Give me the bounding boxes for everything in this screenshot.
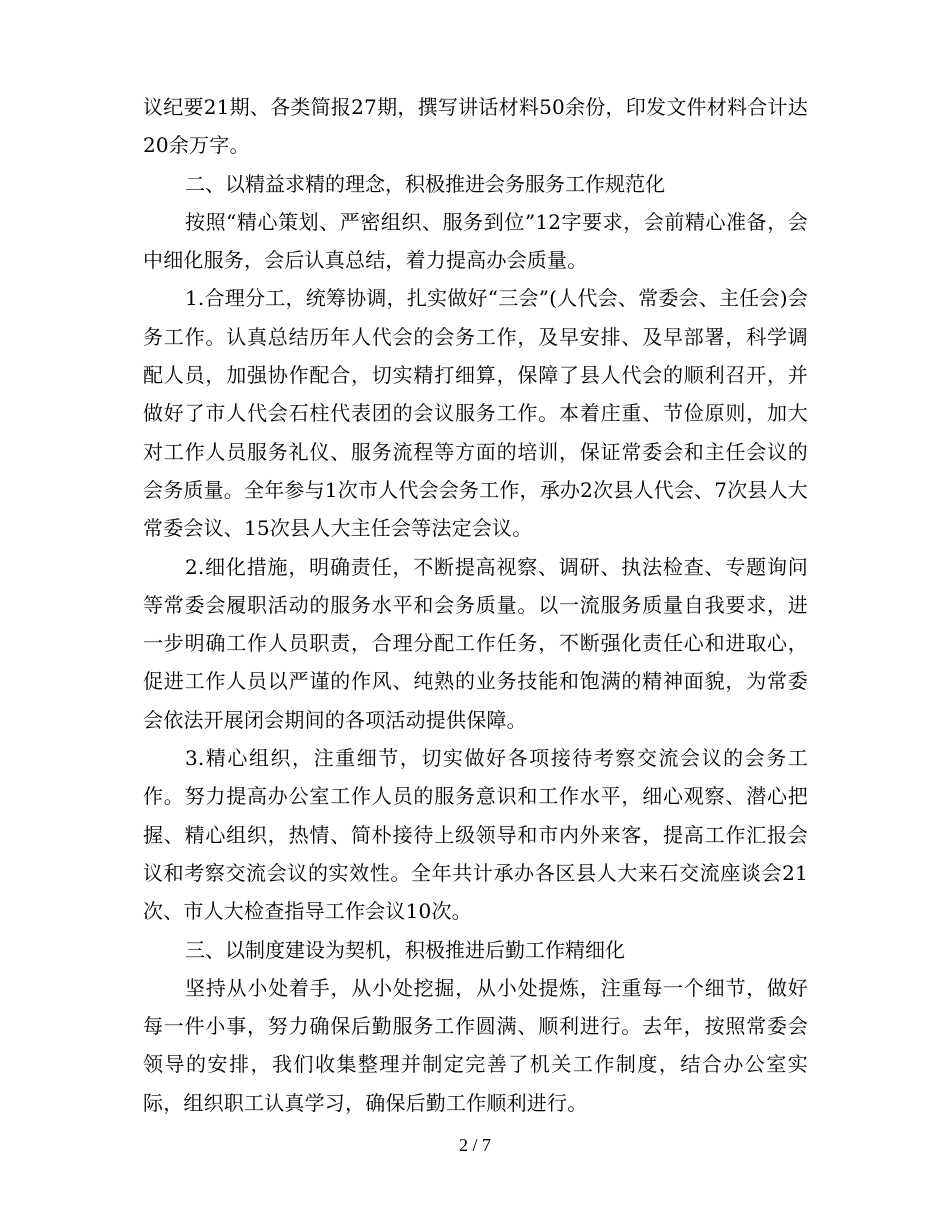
paragraph-item-2: 2.细化措施，明确责任，不断提高视察、调研、执法检查、专题询问等常委会履职活动的服务水平和会务质量。以一流服务质量自我要求，进一步明确工作人员职责，合理分配工作任务，不断强化责任心和进取心，促进工作人员以严谨的作风、纯熟的业务技能和饱满的精神面貌，为常委会依法开展闭会期间的各项活动提供保障。 [143, 554, 808, 732]
document-body [143, 88, 808, 1122]
paragraph-item-3: 3.精心组织，注重细节，切实做好各项接待考察交流会议的会务工作。努力提高办公室工作人员的服务意识和工作水平，细心观察、潜心把握、精心组织，热情、简朴接待上级领导和市内外来客，提高工作汇报会议和考察交流会议的实效性。全年共计承办各区县人大来石交流座谈会21次、市人大检查指导工作会议10次。 [143, 746, 808, 924]
paragraph-continuation: 议纪要21期、各类简报27期，撰写讲话材料50余份，印发文件材料合计达20余万字。 [143, 95, 808, 158]
section-heading-2: 二、以精益求精的理念，积极推进会务服务工作规范化 [185, 171, 665, 196]
section-heading-3: 三、以制度建设为契机，积极推进后勤工作精细化 [185, 937, 625, 962]
paragraph-item-1: 1.合理分工，统筹协调，扎实做好“三会”(人代会、常委会、主任会)会务工作。认真总结历年人代会的会务工作，及早安排、及早部署，科学调配人员，加强协作配合，切实精打细算，保障了县人代会的顺利召开，并做好了市人代会石柱代表团的会议服务工作。本着庄重、节俭原则，加大对工作人员服务礼仪、服务流程等方面的培训，保证常委会和主任会议的会务质量。全年参与1次市人代会会务工作，承办2次县人代会、7次县人大常委会议、15次县人大主任会等法定会议。 [143, 286, 808, 541]
paragraph-logistics: 坚持从小处着手，从小处挖掘，从小处提炼，注重每一个细节，做好每一件小事，努力确保后勤服务工作圆满、顺利进行。去年，按照常委会领导的安排，我们收集整理并制定完善了机关工作制度，结合办公室实际，组织职工认真学习，确保后勤工作顺利进行。 [143, 975, 808, 1115]
page-number: 2 / 7 [458, 1135, 491, 1155]
paragraph-requirements: 按照“精心策划、严密组织、服务到位”12字要求，会前精心准备，会中细化服务，会后认真总结，着力提高办会质量。 [143, 209, 808, 273]
